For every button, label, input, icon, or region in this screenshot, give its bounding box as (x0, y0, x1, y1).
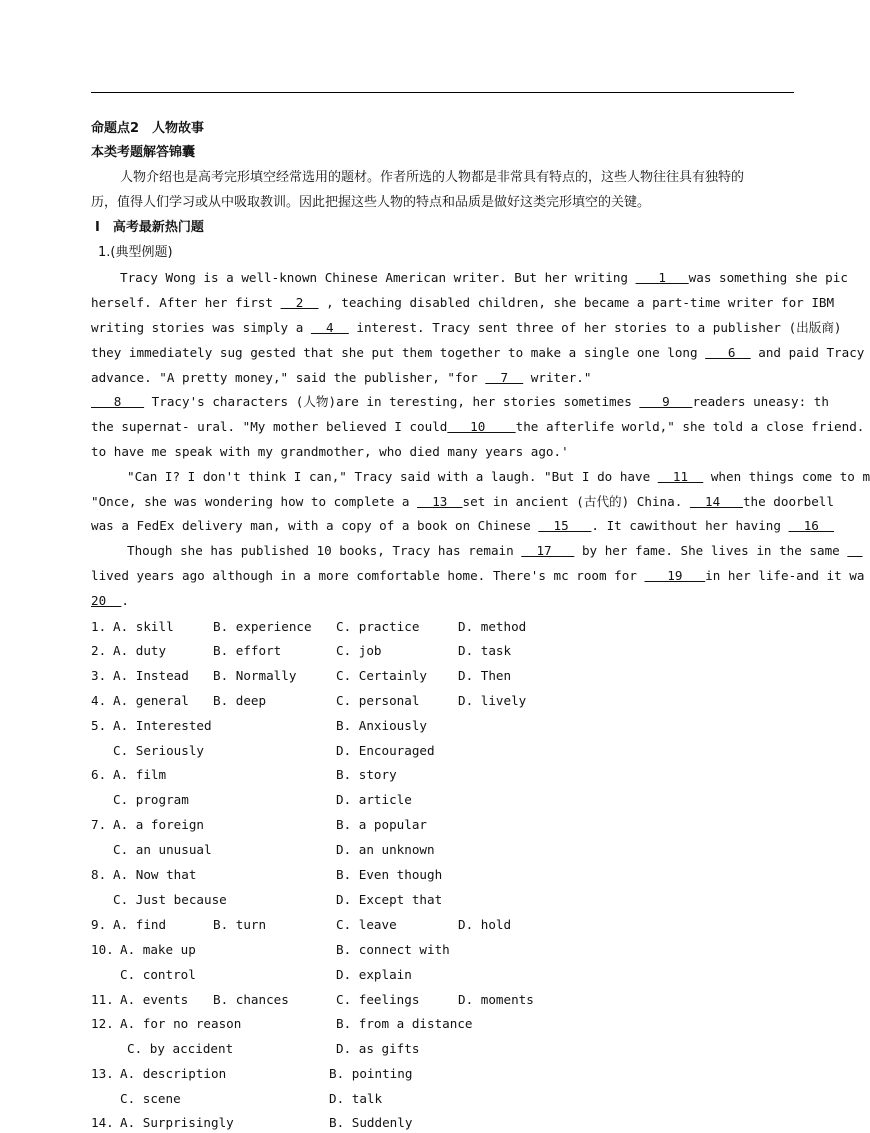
option-d: D. lively (458, 693, 527, 708)
option-c: C. job (336, 643, 382, 658)
blank-14: 14 (689, 494, 743, 509)
guide-heading: 本类考题解答锦囊 (91, 145, 196, 160)
option-b: B. from a distance (336, 1016, 473, 1031)
option-number: 1. (91, 619, 107, 634)
option-c: C. feelings (336, 992, 420, 1007)
passage-line: advance. "A pretty money," said the publisher, "for 7 writer." (91, 370, 592, 385)
passage-line: 20 . (91, 593, 129, 608)
option-d: D. talk (329, 1091, 383, 1106)
intro-line: 历，值得人们学习或从中吸取教训。因此把握这些人物的特点和品质是做好这类完形填空的关键。 (91, 195, 651, 210)
option-d: D. as gifts (336, 1041, 420, 1056)
blank-17: 17 (521, 543, 575, 558)
option-number: 9. (91, 917, 107, 932)
option-b: B. story (336, 767, 397, 782)
option-number: 4. (91, 693, 107, 708)
option-a: A. film (113, 767, 167, 782)
option-a: A. a foreign (113, 817, 204, 832)
option-d: D. an unknown (336, 842, 435, 857)
option-number: 12. (91, 1016, 114, 1031)
passage-line: lived years ago although in a more comfortable home. There's mc room for 19 in her life-and it wa (91, 568, 865, 583)
option-c: C. Just because (113, 892, 227, 907)
option-d: D. moments (458, 992, 534, 1007)
option-c: C. program (113, 792, 189, 807)
option-b: B. chances (213, 992, 289, 1007)
blank-6: 6 (705, 345, 751, 360)
blank-9: 9 (639, 394, 693, 409)
option-c: C. an unusual (113, 842, 212, 857)
option-c: C. Seriously (113, 743, 204, 758)
option-d: D. task (458, 643, 512, 658)
blank-10: 10 (447, 419, 516, 434)
option-b: B. turn (213, 917, 267, 932)
option-b: B. Even though (336, 867, 443, 882)
option-number: 7. (91, 817, 107, 832)
option-c: C. leave (336, 917, 397, 932)
option-number: 2. (91, 643, 107, 658)
option-number: 5. (91, 718, 107, 733)
option-c: C. scene (120, 1091, 181, 1106)
option-number: 3. (91, 668, 107, 683)
option-d: D. hold (458, 917, 512, 932)
option-a: A. description (120, 1066, 227, 1081)
option-d: D. explain (336, 967, 412, 982)
option-c: C. Certainly (336, 668, 427, 683)
option-a: A. skill (113, 619, 174, 634)
intro-line: 人物介绍也是高考完形填空经常选用的题材。作者所选的人物都是非常具有特点的，这些人物往往具有独特的 (120, 170, 745, 185)
option-a: A. duty (113, 643, 167, 658)
passage-line: Though she has published 10 books, Tracy has remain 17 by her fame. She lives in the same (127, 541, 863, 561)
passage-line: to have me speak with my grandmother, who died many years ago.' (91, 444, 569, 459)
passage-line: Tracy Wong is a well-known Chinese American writer. But her writing 1 was something she pic (120, 270, 848, 285)
blank-16: 16 (788, 518, 835, 533)
option-d: D. Except that (336, 892, 443, 907)
passage-line: was a FedEx delivery man, with a copy of a book on Chinese 15 . It cawithout her having 16 (91, 518, 835, 533)
option-a: A. Surprisingly (120, 1115, 234, 1130)
option-a: A. Interested (113, 718, 212, 733)
blank-18 (847, 543, 862, 558)
question-label: 1.(典型例题) (98, 245, 173, 260)
section-heading: Ⅰ 高考最新热门题 (95, 220, 204, 235)
option-b: B. Suddenly (329, 1115, 413, 1130)
option-a: A. Instead (113, 668, 189, 683)
blank-7: 7 (485, 370, 524, 385)
option-a: A. for no reason (120, 1016, 242, 1031)
option-c: C. practice (336, 619, 420, 634)
option-number: 11. (91, 992, 114, 1007)
passage-line: the supernat- ural. "My mother believed I could 10 the afterlife world," she told a close friend. (91, 419, 865, 434)
option-a: A. find (113, 917, 167, 932)
option-d: D. article (336, 792, 412, 807)
blank-15: 15 (538, 518, 592, 533)
option-b: B. Normally (213, 668, 297, 683)
option-b: B. connect with (336, 942, 450, 957)
option-c: C. by accident (127, 1041, 234, 1056)
option-number: 14. (91, 1115, 114, 1130)
option-a: A. Now that (113, 867, 197, 882)
blank-13: 13 (417, 494, 463, 509)
passage-line: 8 Tracy's characters (人物)are in teresting, her stories sometimes 9 readers uneasy: th (91, 394, 829, 409)
option-b: B. deep (213, 693, 267, 708)
option-d: D. Encouraged (336, 743, 435, 758)
blank-1: 1 (635, 270, 689, 285)
option-c: C. personal (336, 693, 420, 708)
blank-11: 11 (657, 469, 704, 484)
option-a: A. general (113, 693, 189, 708)
option-number: 6. (91, 767, 107, 782)
blank-19: 19 (644, 568, 706, 583)
option-b: B. Anxiously (336, 718, 427, 733)
option-d: D. Then (458, 668, 512, 683)
blank-20: 20 (91, 593, 122, 608)
blank-8: 8 (91, 394, 145, 409)
option-number: 13. (91, 1066, 114, 1081)
option-b: B. a popular (336, 817, 427, 832)
option-c: C. control (120, 967, 196, 982)
option-b: B. pointing (329, 1066, 413, 1081)
option-d: D. method (458, 619, 527, 634)
blank-4: 4 (310, 320, 349, 335)
option-a: A. make up (120, 942, 196, 957)
passage-line: they immediately sug gested that she put them together to make a single one long 6 and paid Tracy (91, 345, 865, 360)
option-number: 8. (91, 867, 107, 882)
option-a: A. events (120, 992, 189, 1007)
option-number: 10. (91, 942, 114, 957)
topic-heading: 命题点2 人物故事 (91, 121, 205, 136)
option-b: B. experience (213, 619, 312, 634)
passage-line: "Once, she was wondering how to complete a 13 set in ancient (古代的) China. 14 the doorbell (91, 494, 834, 509)
passage-line: herself. After her first 2 , teaching disabled children, she became a part-time writer for IBM (91, 295, 835, 310)
passage-line: writing stories was simply a 4 interest. Tracy sent three of her stories to a publisher (出版商) (91, 320, 842, 335)
passage-line: "Can I? I don't think I can," Tracy said with a laugh. "But I do have 11 when things come to m (127, 469, 870, 484)
blank-2: 2 (280, 295, 319, 310)
header-rule (91, 92, 794, 93)
option-b: B. effort (213, 643, 282, 658)
